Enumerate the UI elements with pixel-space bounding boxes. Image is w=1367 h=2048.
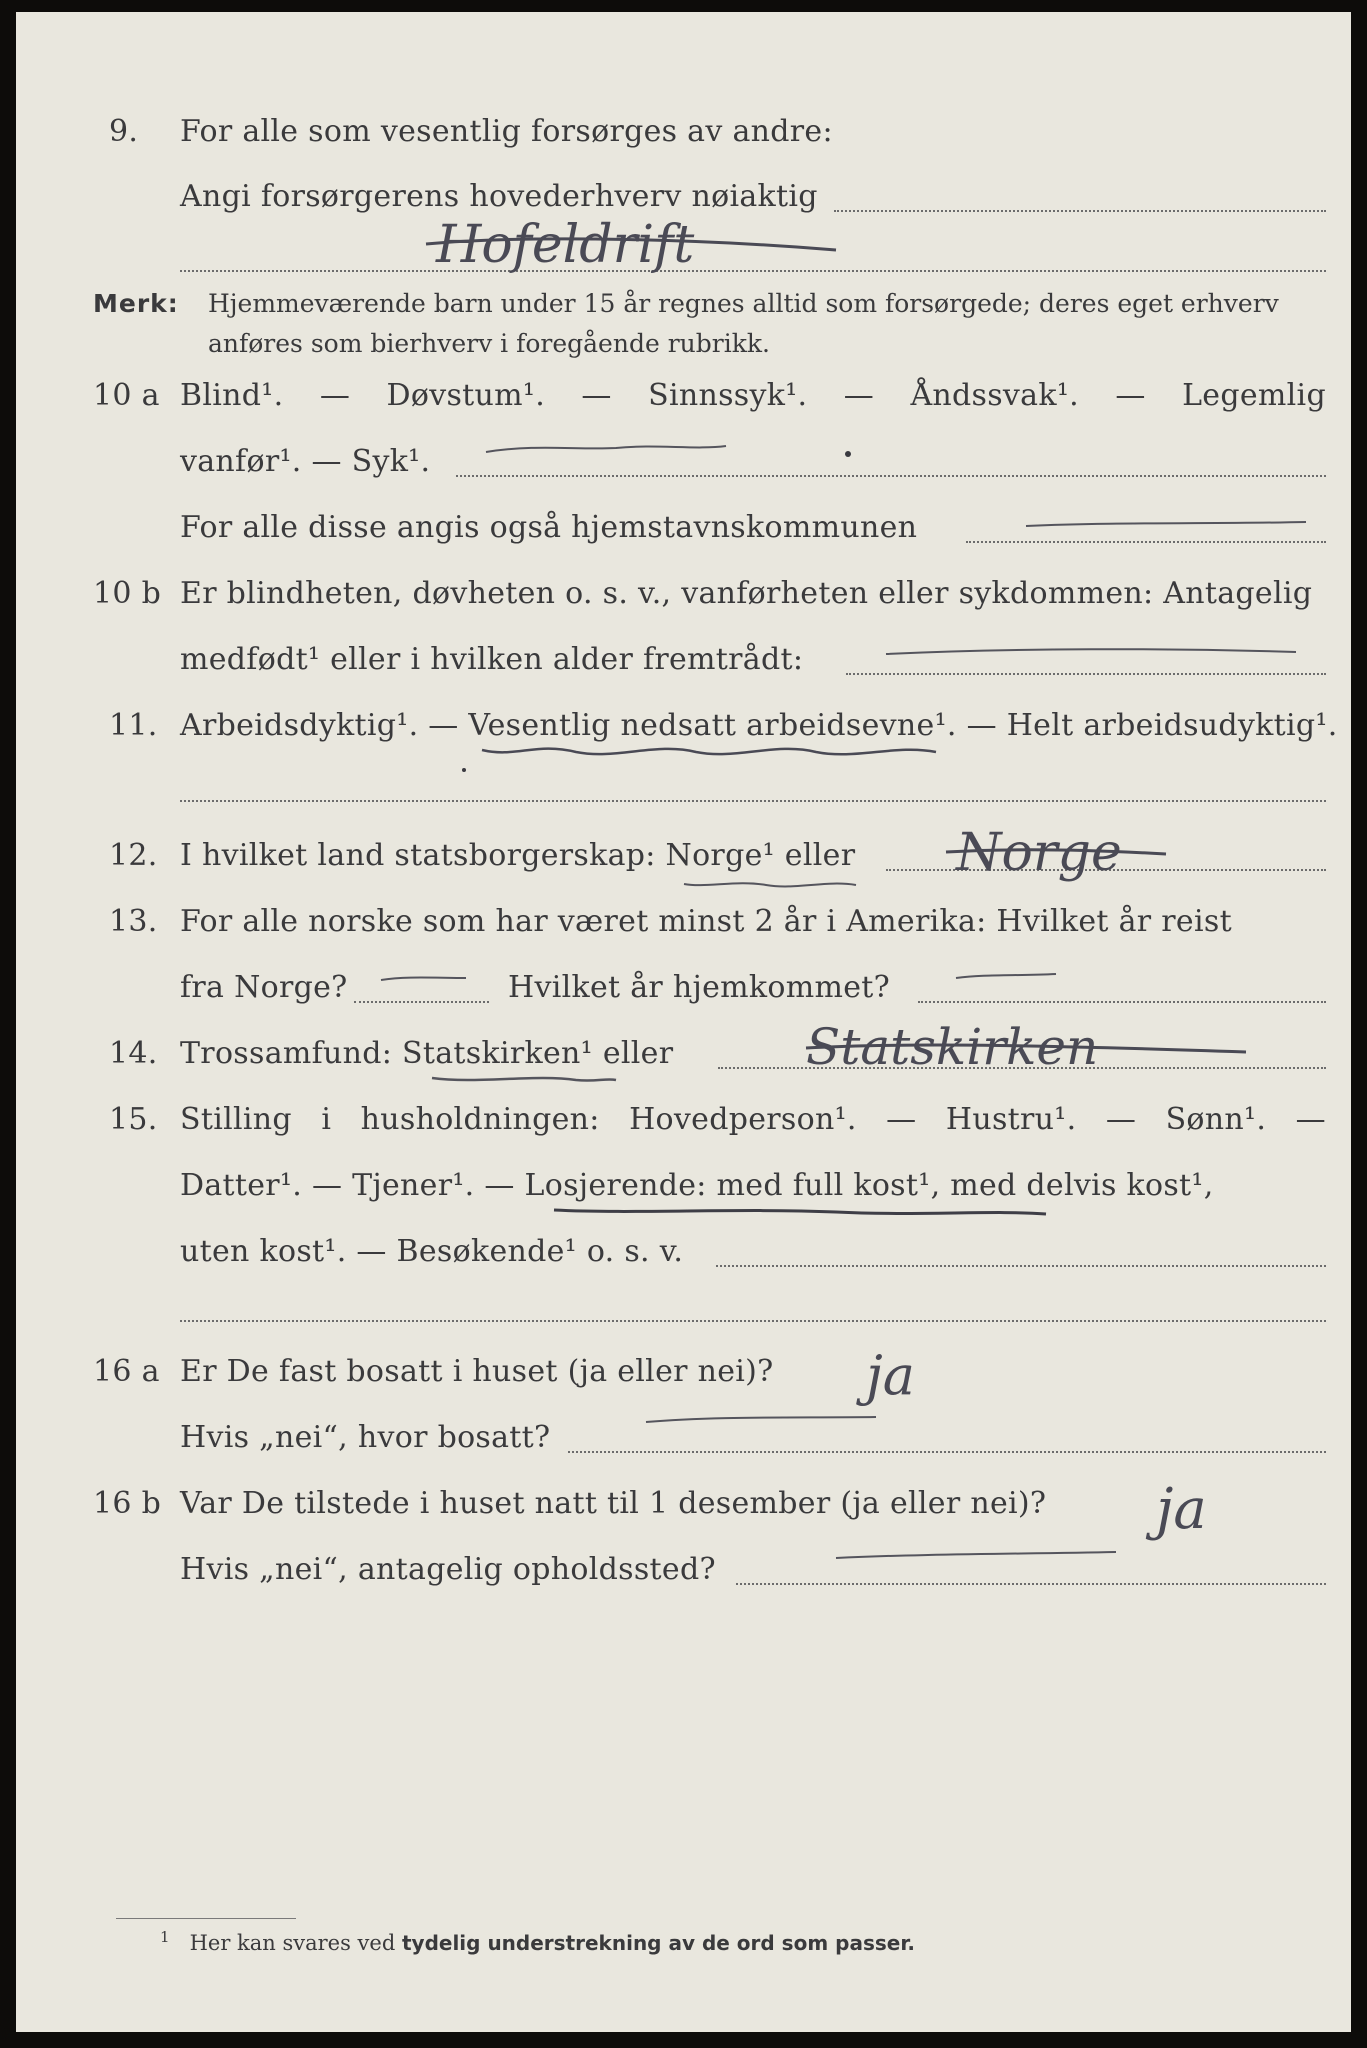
handwritten-dash	[381, 978, 466, 981]
option-sinnssyk: Sinnssyk¹.	[648, 378, 808, 413]
answer-line	[966, 541, 1326, 543]
question-number: 13.	[109, 904, 158, 939]
question-text: For alle disse angis også hjemstavnskommunen	[180, 510, 918, 545]
option-arbeidsdyktig: Arbeidsdyktig¹. —	[180, 708, 469, 743]
option-losjerende-full-kost: Losjerende: med full kost	[524, 1168, 919, 1203]
answer-line	[736, 1583, 1326, 1585]
underline-mark	[684, 883, 856, 886]
answer-line	[718, 1067, 1326, 1069]
question-text: medfødt¹ eller i hvilken alder fremtrådt:	[180, 642, 804, 677]
question-text: For alle som vesentlig forsørges av andre:	[180, 114, 833, 149]
question-text: For alle norske som har været minst 2 år i Amerika: Hvilket år reist	[180, 904, 1232, 939]
answer-line	[834, 210, 1326, 212]
question-text: Angi forsørgerens hovederhverv nøiaktig	[180, 179, 818, 214]
dash: —	[319, 378, 351, 413]
underline-mark	[482, 749, 936, 755]
answer-line	[918, 1001, 1326, 1003]
note-label: Merk:	[93, 289, 179, 318]
handwritten-answer-q9: Hofeldrift	[436, 215, 695, 275]
handwritten-dash	[1026, 522, 1306, 526]
question-number: 11.	[109, 708, 158, 743]
handwritten-dash	[886, 649, 1296, 654]
question-number: 10 b	[93, 576, 162, 611]
question-number: 16 b	[93, 1486, 162, 1521]
footnote-text: Her kan svares ved	[189, 1931, 402, 1955]
question-number: 16 a	[93, 1354, 160, 1389]
note-text-1: Hjemmeværende barn under 15 år regnes alltid som forsørgede; deres eget erhverv	[208, 289, 1279, 318]
dash: —	[581, 378, 612, 413]
underlined-norge: Norge	[665, 838, 763, 873]
question-text: I hvilket land statsborgerskap: Norge¹ eller	[180, 838, 856, 873]
ink-dot	[462, 768, 466, 772]
option-hustru: Hustru¹.	[945, 1102, 1077, 1137]
question-text	[180, 376, 1326, 416]
answer-line	[456, 475, 1326, 477]
option-helt-arbeidsudyktig: ¹. — Helt arbeidsudyktig¹.	[934, 708, 1338, 743]
option-legemlig: Legemlig	[1182, 378, 1326, 413]
option-dovstum: Døvstum¹.	[386, 378, 546, 413]
question-number: 10 a	[93, 378, 160, 413]
question-text: Stilling i husholdningen: Hovedperson¹. — Hustru¹. — Sønn¹. —	[180, 1100, 1326, 1140]
underline-mark	[554, 1210, 1046, 1214]
answer-line	[180, 800, 1326, 802]
note-text-2: anføres som bierhverv i foregående rubrikk.	[208, 329, 770, 358]
answer-line	[180, 1320, 1326, 1322]
underline-mark	[432, 1078, 616, 1081]
question-text: Hvis „nei“, antagelig opholdssted?	[180, 1552, 716, 1587]
option-blind: Blind¹.	[180, 378, 284, 413]
census-form-page	[16, 12, 1351, 2032]
handwritten-answer-q14: Statskirken	[806, 1018, 1099, 1076]
footnote-mark: 1	[160, 1928, 170, 1946]
question-number: 9.	[109, 114, 139, 149]
question-text: Var De tilstede i huset natt til 1 desember (ja eller nei)?	[180, 1486, 1047, 1521]
ink-dot	[845, 451, 851, 457]
handwritten-dash	[646, 1417, 876, 1422]
question-text: vanfør¹. — Syk¹.	[180, 444, 431, 479]
strike-through	[946, 850, 1166, 854]
dash: —	[1115, 378, 1146, 413]
footnote-rule	[116, 1918, 296, 1919]
underlined-statskirken: Statskirken	[402, 1036, 581, 1071]
answer-line	[354, 1001, 489, 1003]
handwritten-dash	[956, 974, 1056, 978]
handwritten-answer-q16a: ja	[866, 1344, 915, 1407]
question-number: 12.	[109, 838, 158, 873]
dash: —	[843, 378, 875, 413]
question-text: Hvilket år hjemkommet?	[508, 970, 891, 1005]
handwritten-dash	[486, 446, 726, 452]
question-text: fra Norge?	[180, 970, 348, 1005]
answer-line	[716, 1265, 1326, 1267]
option-hovedperson: Hovedperson¹.	[629, 1102, 857, 1137]
handwritten-answer-q12: Norge	[956, 823, 1122, 883]
footnote-emphasis: tydelig understrekning av de ord som passer.	[401, 1931, 915, 1955]
option-vesentlig-nedsatt: Vesentlig nedsatt arbeidsevne	[468, 708, 935, 743]
question-number: 15.	[109, 1102, 158, 1137]
option-andssvak: Åndssvak¹.	[910, 378, 1080, 413]
answer-line	[180, 270, 1326, 272]
question-text: Datter¹. — Tjener¹. — Losjerende: med full kost¹, med delvis kost¹,	[180, 1168, 1214, 1203]
answer-line	[886, 869, 1326, 871]
option-sonn: Sønn¹.	[1165, 1102, 1267, 1137]
question-number: 14.	[109, 1036, 158, 1071]
question-text	[180, 706, 1338, 746]
strike-through	[806, 1045, 1246, 1052]
question-text: Trossamfund: Statskirken¹ eller	[180, 1036, 674, 1071]
question-text: Er De fast bosatt i huset (ja eller nei)?	[180, 1354, 774, 1389]
answer-line	[846, 673, 1326, 675]
strike-through	[426, 239, 836, 250]
handwritten-answer-q16b: ja	[1156, 1477, 1207, 1542]
question-text: Hvis „nei“, hvor bosatt?	[180, 1420, 551, 1455]
question-text: uten kost¹. — Besøkende¹ o. s. v.	[180, 1234, 684, 1269]
answer-line	[568, 1451, 1326, 1453]
note-line-1	[93, 286, 179, 322]
question-text: Er blindheten, døvheten o. s. v., vanførheten eller sykdommen: Antagelig	[180, 576, 1313, 611]
footnote	[160, 1928, 915, 1955]
handwritten-dash	[836, 1552, 1116, 1558]
